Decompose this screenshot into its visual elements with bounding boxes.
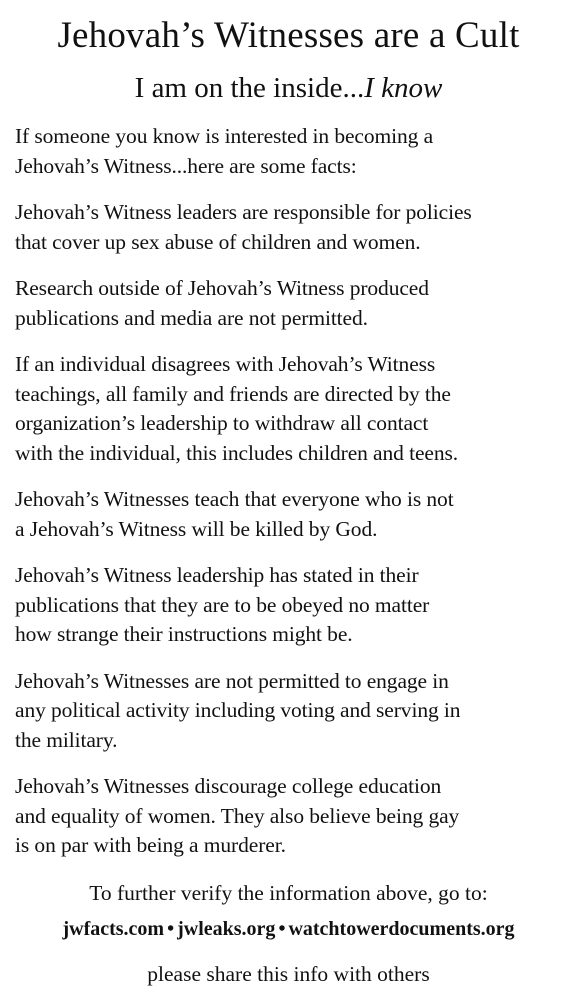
fact-education — [15, 772, 563, 861]
fact-line: organization’s leadership to withdraw all contact — [15, 411, 429, 435]
bullet-separator: • — [167, 918, 175, 940]
fact-line: and equality of women. They also believe being gay — [15, 803, 460, 828]
fact-line: Jehovah’s Witness...here are some facts: — [15, 153, 357, 178]
fact-line: publications that they are to be obeyed no matter — [15, 592, 430, 617]
bullet-separator: • — [278, 918, 286, 940]
fact-line: Research outside of Jehovah’s Witness produced — [15, 276, 429, 300]
reference-links — [0, 914, 577, 944]
link-watchtowerdocuments: watchtowerdocuments.org — [288, 918, 515, 940]
subtitle-emphasis: I know — [364, 72, 443, 104]
fact-shunning — [15, 350, 563, 468]
fact-killed-by-god — [15, 485, 563, 544]
fact-line: Jehovah’s Witnesses are not permitted to engage in — [15, 668, 449, 693]
fact-line: Jehovah’s Witness leaders are responsible for policies — [15, 200, 472, 224]
fact-line: with the individual, this includes children and teens. — [15, 440, 459, 465]
fact-line: Jehovah’s Witnesses discourage college education — [15, 774, 442, 798]
fact-line: how strange their instructions might be. — [15, 622, 353, 646]
fact-line: the military. — [15, 727, 118, 752]
fact-line: Jehovah’s Witness leadership has stated in their — [15, 563, 419, 587]
fact-line: that cover up sex abuse of children and women. — [15, 229, 421, 254]
fact-line: If someone you know is interested in becoming a — [15, 124, 434, 148]
verify-text: To further verify the information above, go to: — [89, 881, 488, 905]
link-jwfacts: jwfacts.com — [62, 918, 165, 940]
fact-line: any political activity including voting and serving in — [15, 698, 461, 722]
fact-intro — [15, 122, 563, 181]
share-text: please share this info with others — [147, 962, 430, 986]
fact-politics — [15, 667, 563, 756]
flyer-subtitle — [0, 70, 577, 106]
fact-line: Jehovah’s Witnesses teach that everyone who is not — [15, 487, 454, 511]
fact-outside-research — [15, 274, 563, 333]
link-jwleaks: jwleaks.org — [177, 918, 276, 940]
fact-abuse-policies — [15, 198, 563, 257]
fact-line: publications and media are not permitted. — [15, 305, 368, 330]
fact-obedience — [15, 561, 563, 650]
fact-line: If an individual disagrees with Jehovah’s Witness — [15, 352, 436, 376]
subtitle-plain: I am on the inside... — [134, 72, 365, 104]
flyer-title: Jehovah’s Witnesses are a Cult — [57, 15, 520, 56]
fact-line: a Jehovah’s Witness will be killed by God. — [15, 516, 378, 541]
fact-line: is on par with being a murderer. — [15, 833, 286, 857]
facts-list — [15, 122, 563, 878]
fact-line: teachings, all family and friends are directed by the — [15, 381, 451, 406]
